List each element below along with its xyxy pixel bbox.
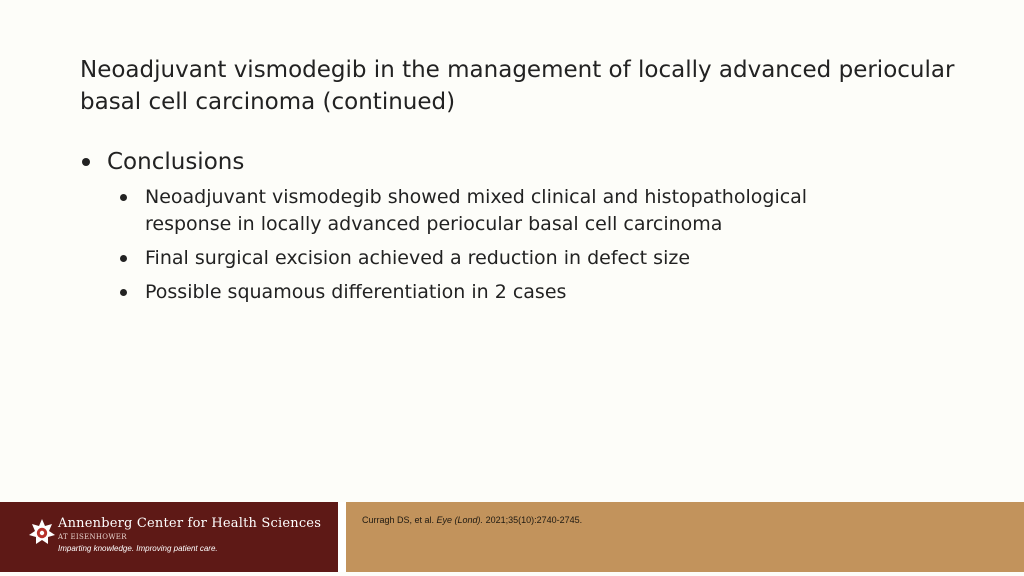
slide-content [80,146,940,313]
bullet-dot-icon [120,255,127,262]
logo-subtitle: AT EISENHOWER [58,533,127,541]
sub-bullet-item [118,245,885,272]
citation-details: 2021;35(10):2740-2745. [483,515,583,525]
sub-bullet-text: Final surgical excision achieved a reduction in defect size [145,247,691,269]
sub-bullet-item [118,184,885,238]
footer-citation-panel [346,502,1024,572]
logo-tagline: Imparting knowledge. Improving patient care. [58,544,218,553]
bullet-dot-icon [120,194,127,201]
footer-logo-panel [0,502,338,572]
citation-authors: Curragh DS, et al. [362,515,437,525]
sub-bullet-text: Neoadjuvant vismodegib showed mixed clinical and histopathological response in locally advanced periocular basal cell carcinoma [145,186,808,235]
citation [362,515,582,525]
star-logo-icon [28,518,56,546]
slide-title: Neoadjuvant vismodegib in the management of locally advanced periocular basal cell carcinoma (continued) [80,57,955,115]
sub-bullet-item [118,279,885,306]
citation-journal: Eye (Lond). [436,515,484,525]
sub-bullet-text: Possible squamous differentiation in 2 cases [145,281,567,303]
bullet-dot-icon [120,289,127,296]
sub-bullet-list [80,184,940,306]
logo-name: Annenberg Center for Health Sciences [58,516,322,531]
footer-divider [338,502,346,572]
footer-bar [0,502,1024,576]
bullet-label: Conclusions [107,149,245,175]
bullet-conclusions [80,146,940,178]
bullet-dot-icon [82,158,90,166]
